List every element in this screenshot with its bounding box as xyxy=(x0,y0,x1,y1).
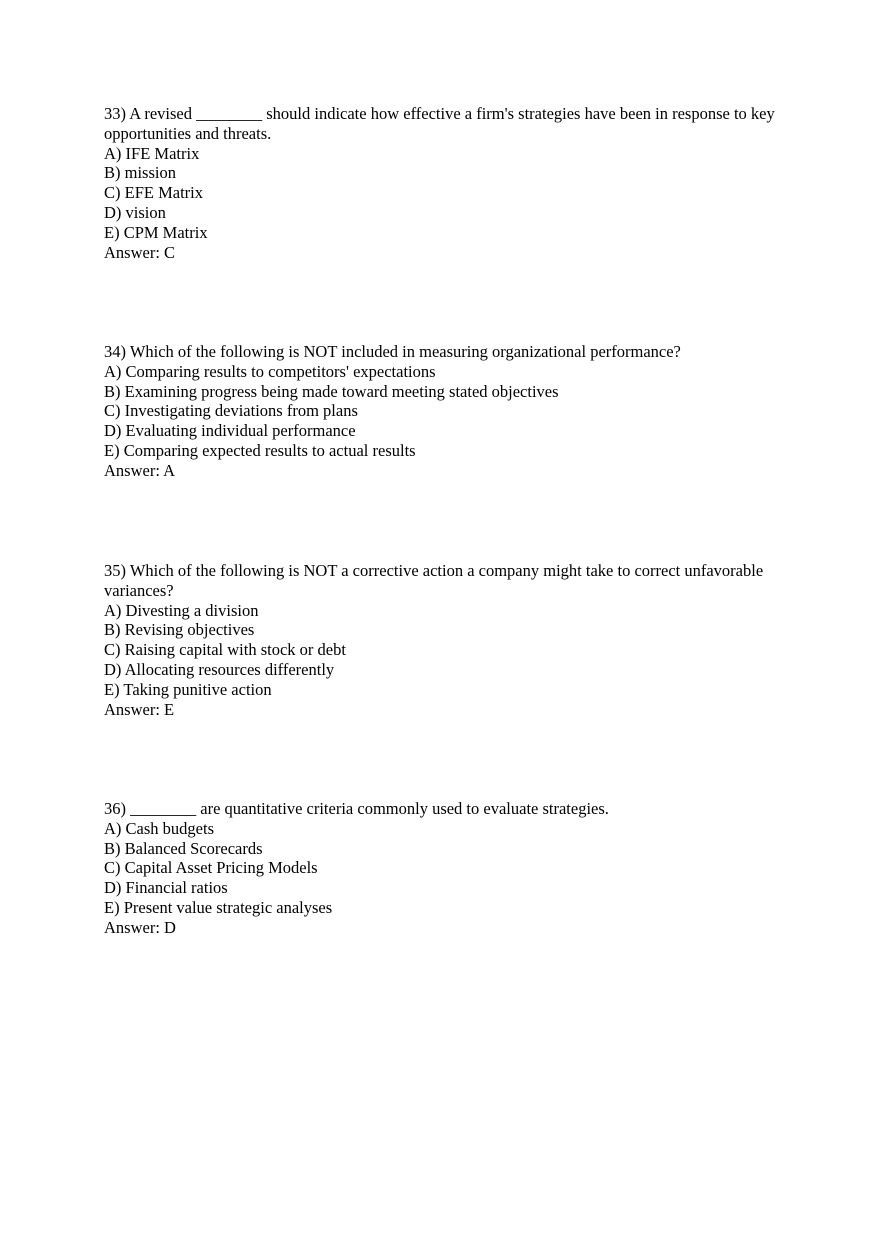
answer: Answer: C xyxy=(104,242,176,262)
question-text: 33) A revised ________ should indicate how effective a firm's strategies have been in response to key opportunities and threats. xyxy=(104,104,775,143)
option-e: E) Taking punitive action xyxy=(104,679,272,699)
option-c: C) EFE Matrix xyxy=(104,183,203,203)
option-d: D) vision xyxy=(104,202,166,222)
option-c: C) Investigating deviations from plans xyxy=(104,401,358,421)
question-text: 35) Which of the following is NOT a corrective action a company might take to correct unfavorable variances? xyxy=(104,561,764,600)
option-d: D) Financial ratios xyxy=(104,878,228,898)
option-a: A) Divesting a division xyxy=(104,600,259,620)
option-e: E) Comparing expected results to actual results xyxy=(104,440,416,460)
question-35 xyxy=(104,561,784,719)
option-b: B) Balanced Scorecards xyxy=(104,838,263,858)
option-c: C) Raising capital with stock or debt xyxy=(104,640,346,660)
question-36 xyxy=(104,799,784,938)
answer: Answer: A xyxy=(104,460,176,480)
option-e: E) Present value strategic analyses xyxy=(104,897,333,917)
option-b: B) Revising objectives xyxy=(104,620,255,640)
question-34 xyxy=(104,342,784,481)
option-a: A) Cash budgets xyxy=(104,818,214,838)
option-a: A) IFE Matrix xyxy=(104,143,200,163)
answer: Answer: E xyxy=(104,699,175,719)
option-d: D) Allocating resources differently xyxy=(104,659,335,679)
option-b: B) Examining progress being made toward meeting stated objectives xyxy=(104,381,559,401)
option-a: A) Comparing results to competitors' expectations xyxy=(104,361,436,381)
question-text: 36) ________ are quantitative criteria commonly used to evaluate strategies. xyxy=(104,799,609,818)
answer: Answer: D xyxy=(104,917,176,937)
option-b: B) mission xyxy=(104,163,176,183)
option-d: D) Evaluating individual performance xyxy=(104,421,356,441)
question-text: 34) Which of the following is NOT included in measuring organizational performance? xyxy=(104,342,681,361)
question-33 xyxy=(104,104,784,262)
option-c: C) Capital Asset Pricing Models xyxy=(104,858,318,878)
option-e: E) CPM Matrix xyxy=(104,222,208,242)
